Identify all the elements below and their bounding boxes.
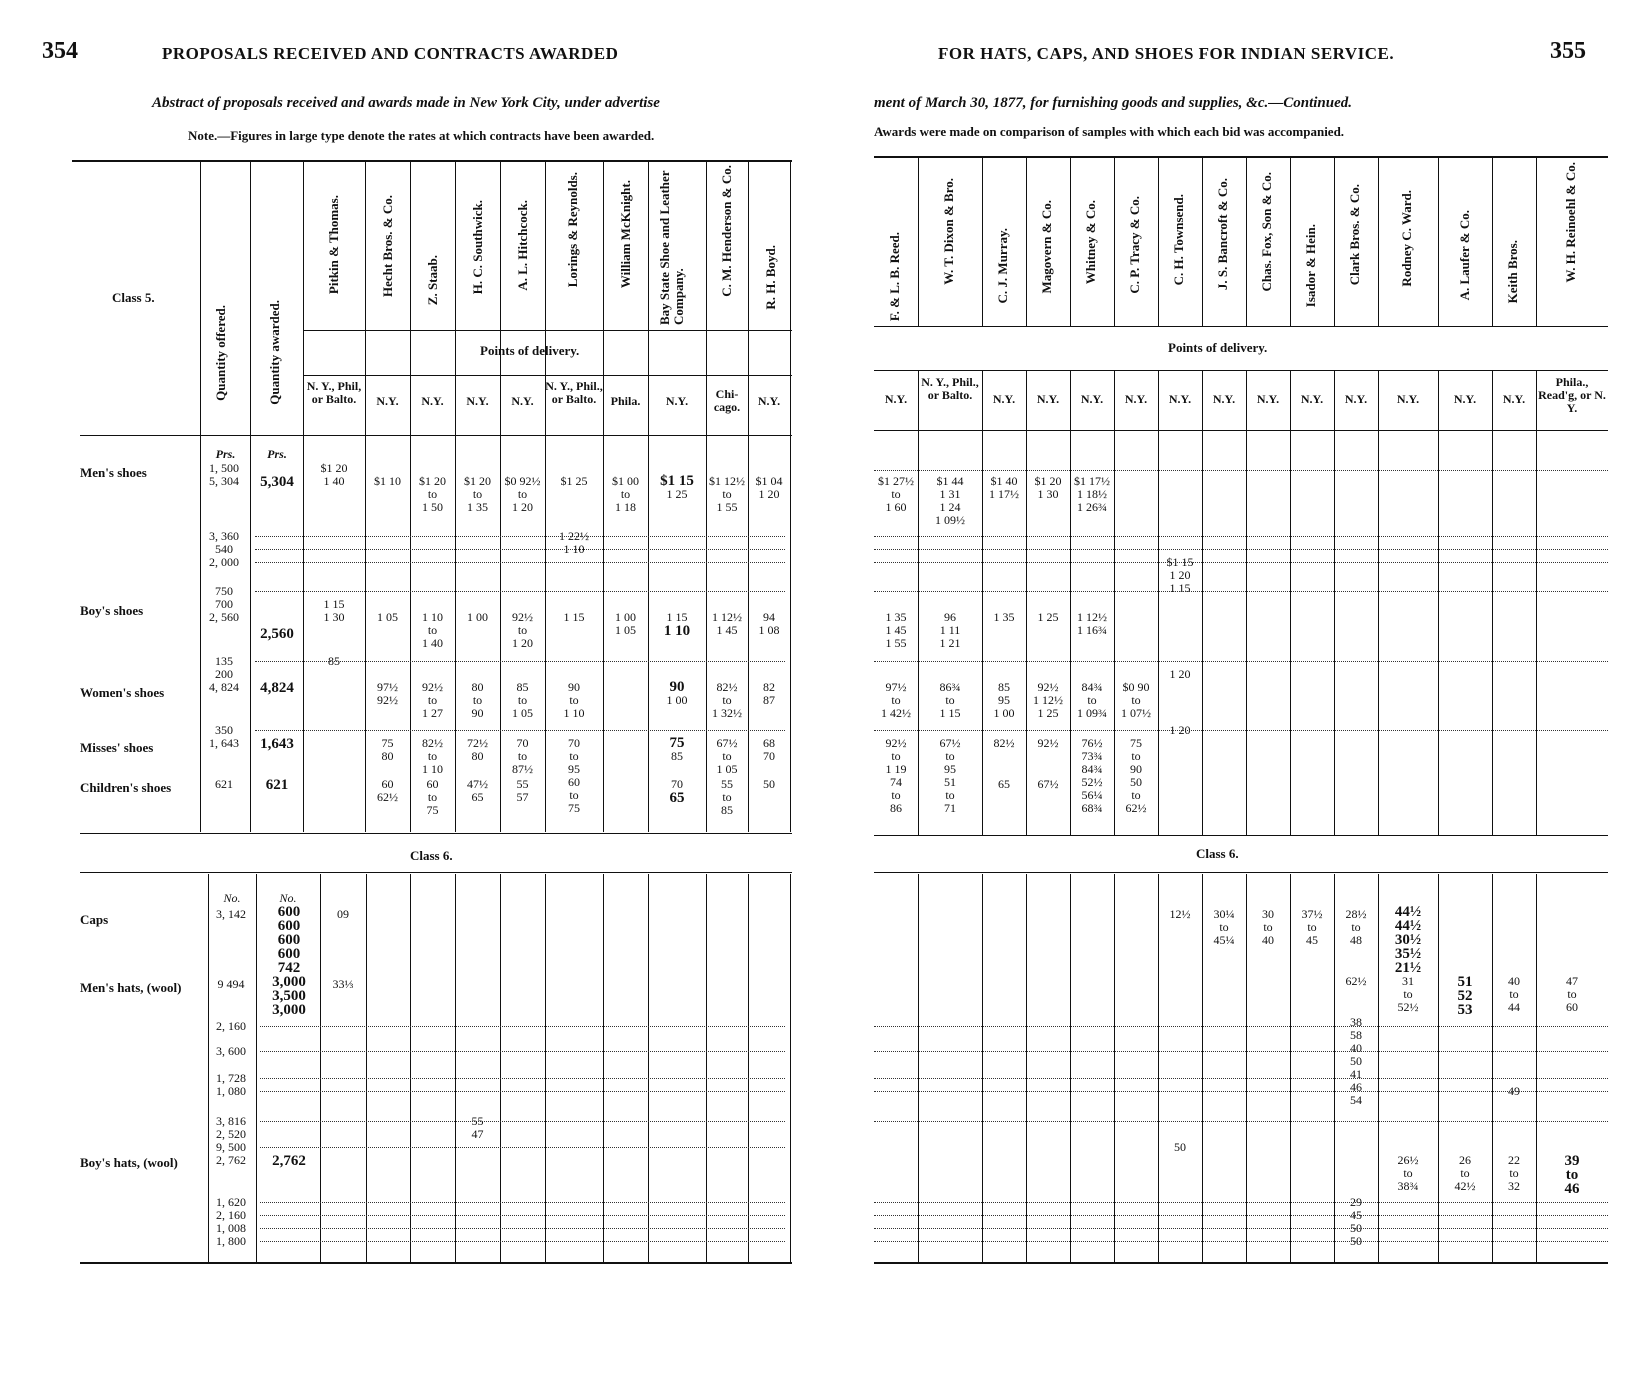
price: 1 00 1 05 — [615, 610, 636, 637]
units: No. — [223, 891, 241, 905]
bidder-header: C. M. Henderson & Co. — [719, 165, 734, 297]
bidder-header: C. P. Tracy & Co. — [1127, 196, 1142, 294]
row-label: Misses' shoes — [80, 740, 154, 755]
price: $1 15 1 20 1 15 — [1166, 555, 1194, 595]
units: Prs. — [267, 447, 287, 461]
qty-offered: 3, 600 — [216, 1044, 246, 1058]
price: 1 15 1 30 — [323, 597, 345, 624]
price: 92½ — [1037, 736, 1059, 750]
price: 65 — [998, 777, 1010, 791]
qty-offered: 4, 824 — [209, 680, 239, 694]
price: 47 to 60 — [1566, 974, 1578, 1014]
row-label: Men's hats, (wool) — [80, 980, 182, 995]
price: $1 20 1 40 — [320, 461, 348, 488]
price: 1 00 — [467, 610, 488, 624]
bidder-header: Clark Bros. & Co. — [1347, 184, 1362, 286]
qty-awarded: 600 — [277, 946, 301, 962]
price: 55 to 85 — [721, 777, 733, 817]
rule — [80, 872, 792, 873]
price: 70 — [671, 777, 683, 791]
bidder-header: A. L. Hitchcock. — [515, 200, 530, 291]
price: 26½ to 38¾ — [1397, 1153, 1419, 1193]
price: 85 95 1 00 — [993, 680, 1015, 720]
qty-offered: 621 — [215, 777, 233, 791]
price: $1 00 to 1 18 — [612, 474, 639, 514]
delivery-point: N. Y., Phil., or Balto. — [545, 379, 603, 406]
row-label: Children's shoes — [80, 780, 172, 795]
price: 1 22½ 1 10 — [559, 529, 589, 556]
price: 1 12½ 1 16¾ — [1077, 610, 1107, 637]
bidder-header: Lorings & Reynolds. — [565, 172, 580, 288]
qty-awarded: 742 — [277, 960, 301, 976]
qty-offered: 350 — [215, 723, 233, 737]
delivery-point: N.Y. — [511, 394, 534, 408]
rule — [72, 160, 792, 162]
price: 1 20 — [1169, 723, 1191, 737]
delivery-point: N.Y. — [757, 394, 781, 408]
class-label: Class 5. — [112, 290, 155, 305]
price: 12½ — [1169, 907, 1191, 921]
price: 85 — [328, 654, 340, 668]
row-label: Caps — [80, 912, 109, 927]
price: 90 to 1 10 — [563, 680, 585, 720]
bidder-header: W. H. Reinoehl & Co. — [1563, 162, 1578, 283]
price: $1 17½ 1 18½ 1 26¾ — [1074, 474, 1110, 514]
delivery-point: N.Y. — [466, 394, 489, 408]
price: 44½ 44½ 30½ 35½ 21½ — [1394, 904, 1422, 976]
price: 26 to 42½ — [1454, 1153, 1476, 1193]
price: 09 — [337, 907, 349, 921]
bidder-header: Chas. Fox, Son & Co. — [1259, 172, 1274, 292]
price: 1 20 — [1169, 667, 1191, 681]
qty-awarded: 2,762 — [272, 1153, 306, 1169]
price: 92½ 1 12½ 1 25 — [1033, 680, 1063, 720]
price: 96 1 11 1 21 — [939, 610, 961, 650]
delivery-point: N.Y. — [1344, 392, 1368, 406]
price: 1 25 — [666, 487, 688, 501]
price: 76½ 73¾ 84¾ 52½ 56¼ 68¾ — [1081, 736, 1103, 815]
delivery-point: N.Y. — [1502, 392, 1526, 406]
qty-offered: 3, 142 — [216, 907, 246, 921]
bidder-header: F. & L. B. Reed. — [887, 232, 902, 322]
price: 92½ to 1 20 — [512, 610, 533, 650]
price: 38 58 40 50 41 46 54 — [1350, 1015, 1362, 1107]
bidder-header: H. C. Southwick. — [470, 200, 485, 295]
qty-offered: 2, 160 — [216, 1019, 246, 1033]
price: 60 to 75 — [426, 777, 439, 817]
delivery-point: Chi- cago. — [713, 387, 741, 414]
qty-awarded: 2,560 — [260, 626, 294, 642]
price: 28½ to 48 — [1345, 907, 1367, 947]
price: $1 44 1 31 1 24 1 09½ — [935, 474, 965, 527]
price: 84¾ to 1 09¾ — [1077, 680, 1107, 720]
price: 40 to 44 — [1508, 974, 1520, 1014]
qty-offered: 200 — [215, 667, 233, 681]
price: 1 15 — [563, 610, 585, 624]
rule — [80, 833, 792, 834]
delivery-point: N.Y. — [1124, 392, 1148, 406]
bidder-header: W. T. Dixon & Bro. — [941, 178, 956, 285]
bidder-header: Magovern & Co. — [1039, 200, 1054, 294]
price: 1 10 — [663, 623, 691, 639]
price: 67½ to 95 51 to 71 — [939, 736, 961, 815]
price: 97½ 92½ — [377, 680, 398, 707]
price: 49 — [1508, 1084, 1520, 1098]
price: 67½ — [1037, 777, 1059, 791]
bidder-header: C. H. Townsend. — [1171, 194, 1186, 286]
qty-awarded: 1,643 — [260, 736, 294, 752]
price: 50 — [763, 777, 775, 791]
note: Awards were made on comparison of samples with which each bid was accompanied. — [874, 124, 1345, 139]
price: $0 92½ to 1 20 — [504, 474, 541, 514]
units: Prs. — [215, 447, 236, 461]
price: 72½ 80 — [467, 736, 488, 763]
rule — [303, 375, 792, 376]
delivery-point: N.Y. — [992, 392, 1016, 406]
price: 60 to 75 — [568, 775, 580, 815]
price: 1 15 — [666, 610, 688, 624]
price: 1 25 — [1037, 610, 1059, 624]
price: $1 25 — [560, 474, 588, 488]
price: 70 to 87½ — [512, 736, 533, 776]
class6-label: Class 6. — [1196, 846, 1239, 861]
price: 29 45 50 50 — [1350, 1195, 1362, 1248]
price: 80 to 90 — [471, 680, 484, 720]
delivery-point: N.Y. — [1212, 392, 1236, 406]
price: 37½ to 45 — [1301, 907, 1323, 947]
price: $1 15 — [660, 473, 694, 489]
qty-awarded: 4,824 — [260, 680, 294, 696]
qty-offered: 2, 160 — [216, 1208, 246, 1222]
price: 68 70 — [763, 736, 775, 763]
price: $1 12½ to 1 55 — [709, 474, 745, 514]
price: 30¼ to 45¼ — [1213, 907, 1235, 947]
price: 51 52 53 — [1457, 974, 1473, 1018]
price: 75 80 — [381, 736, 394, 763]
qty-awarded: 5,304 — [260, 474, 294, 490]
bidder-header: R. H. Boyd. — [763, 245, 778, 310]
rule — [80, 1262, 792, 1264]
bidder-header: Bay State Shoe and Leather Company. — [657, 170, 686, 325]
subtitle: ment of March 30, 1877, for furnishing goods and supplies, &c.—Continued. — [874, 95, 1353, 111]
qty-offered: 3, 360 — [209, 529, 239, 543]
price: 39 to 46 — [1564, 1153, 1580, 1197]
price: 55 47 — [471, 1114, 484, 1141]
delivery-point: N.Y. — [884, 392, 908, 406]
price: 62½ — [1345, 974, 1367, 988]
qty-offered: 9, 500 — [216, 1140, 246, 1154]
price: 65 — [669, 790, 685, 806]
price: 33⅓ — [332, 977, 354, 991]
qty-offered: 2, 520 — [216, 1127, 246, 1141]
qty-awarded: 600 — [277, 904, 301, 920]
qty-offered: 750 — [215, 584, 233, 598]
qty-offered: 2, 560 — [209, 610, 239, 624]
bidder-header: Isador & Hein. — [1303, 224, 1318, 308]
price: 97½ to 1 42½ — [881, 680, 911, 720]
qty-offered: 1, 620 — [216, 1195, 246, 1209]
qty-offered: 135 — [215, 654, 233, 668]
bidder-header: Keith Bros. — [1505, 240, 1520, 304]
qty-offered: 9 494 — [217, 977, 245, 991]
qty-offered: 2, 762 — [216, 1153, 246, 1167]
delivery-point: N.Y. — [1300, 392, 1324, 406]
bidder-header: William McKnight. — [618, 180, 633, 289]
row-label: Boy's hats, (wool) — [80, 1155, 178, 1170]
price: $1 04 1 20 — [755, 474, 783, 501]
price: 94 1 08 — [758, 610, 780, 637]
qty-awarded: 3,000 — [272, 974, 306, 990]
price: 67½ to 1 05 — [716, 736, 738, 776]
price: 30 to 40 — [1262, 907, 1274, 947]
delivery-point: N. Y., Phil, or Balto. — [306, 379, 362, 406]
delivery-point: Phila. — [610, 394, 641, 408]
qty-awarded: 600 — [277, 932, 301, 948]
price: 82½ to 1 32½ — [712, 680, 742, 720]
price: 1 35 — [993, 610, 1015, 624]
row-label: Women's shoes — [80, 685, 165, 700]
qty-awarded: 600 — [277, 918, 301, 934]
qty-offered: 700 — [215, 597, 233, 611]
page-number: 354 — [42, 38, 78, 64]
bidder-header: Hecht Bros. & Co. — [380, 195, 395, 297]
price: 22 to 32 — [1508, 1153, 1520, 1193]
note: Note.—Figures in large type denote the rates at which contracts have been awarded. — [188, 128, 655, 143]
bidder-header: Z. Staab. — [425, 255, 440, 306]
delivery-point: N.Y. — [1256, 392, 1280, 406]
delivery-point: N.Y. — [1080, 392, 1104, 406]
qty-offered: 1, 800 — [216, 1234, 246, 1248]
price: $1 40 1 17½ — [989, 474, 1019, 501]
price: 75 — [669, 735, 685, 751]
delivery-point: N. Y., Phil., or Balto. — [921, 375, 979, 402]
delivery-point: Phila., Read'g, or N. Y. — [1538, 375, 1606, 415]
price: $1 20 1 30 — [1034, 474, 1062, 501]
running-head: FOR HATS, CAPS, AND SHOES FOR INDIAN SERVICE. — [938, 44, 1395, 63]
price: $1 20 to 1 35 — [464, 474, 491, 514]
qty-offered: 1, 643 — [209, 736, 239, 750]
price: 31 to 52½ — [1397, 974, 1419, 1014]
qty-awarded: 3,000 — [272, 1002, 306, 1018]
class6-label: Class 6. — [410, 848, 453, 863]
price: 86¾ to 1 15 — [939, 680, 961, 720]
price: 85 to 1 05 — [512, 680, 533, 720]
price: 82½ to 1 10 — [422, 736, 443, 776]
bidder-header: J. S. Bancroft & Co. — [1215, 178, 1230, 291]
delivery-point: N.Y. — [421, 394, 444, 408]
price: 92½ to 1 27 — [422, 680, 443, 720]
delivery-point: N.Y. — [1453, 392, 1477, 406]
price: 50 — [1174, 1140, 1186, 1154]
delivery-point: N.Y. — [665, 394, 689, 408]
price: $0 90 to 1 07½ — [1121, 680, 1151, 720]
qty-offered: 2, 000 — [209, 555, 239, 569]
subtitle: Abstract of proposals received and awards made in New York City, under advertise — [152, 95, 660, 111]
running-head: PROPOSALS RECEIVED AND CONTRACTS AWARDED — [162, 44, 619, 63]
qty-offered: 1, 080 — [216, 1084, 246, 1098]
bidder-header: A. Laufer & Co. — [1457, 210, 1472, 301]
points-of-delivery: Points of delivery. — [480, 343, 580, 358]
col-header-qty-offered: Quantity offered. — [213, 305, 228, 401]
price: 92½ to 1 19 74 to 86 — [885, 736, 907, 815]
price: 90 — [669, 679, 685, 695]
right-page — [860, 0, 1649, 1380]
left-page — [0, 0, 810, 1380]
qty-awarded: 621 — [265, 777, 289, 793]
price: 1 05 — [377, 610, 398, 624]
price: 85 — [671, 749, 683, 763]
bidder-header: Whitney & Co. — [1083, 200, 1098, 285]
rule — [80, 435, 792, 436]
col-header-qty-awarded: Quantity awarded. — [267, 300, 282, 405]
price: 82 87 — [763, 680, 775, 707]
price: 55 57 — [516, 777, 529, 804]
bidder-header: C. J. Murray. — [995, 228, 1010, 304]
points-of-delivery: Points of delivery. — [1168, 340, 1268, 355]
page-number: 355 — [1550, 38, 1586, 64]
row-label: Boy's shoes — [80, 603, 144, 618]
price: $1 10 — [374, 474, 401, 488]
qty-offered: 5, 304 — [209, 474, 239, 488]
price: 60 62½ — [377, 777, 398, 804]
price: 70 to 95 — [568, 736, 580, 776]
delivery-point: N.Y. — [1396, 392, 1420, 406]
units: No. — [279, 891, 297, 905]
qty-offered: 1, 500 — [209, 461, 239, 475]
price: 1 12½ 1 45 — [712, 610, 742, 637]
price: $1 27½ to 1 60 — [878, 474, 914, 514]
qty-offered: 540 — [215, 542, 233, 556]
price: 1 00 — [666, 693, 688, 707]
price: $1 20 to 1 50 — [419, 474, 446, 514]
row-label: Men's shoes — [80, 465, 147, 480]
delivery-point: N.Y. — [376, 394, 399, 408]
rule — [303, 330, 792, 331]
price: 1 10 to 1 40 — [422, 610, 443, 650]
bidder-header: Pitkin & Thomas. — [326, 195, 341, 295]
qty-offered: 1, 728 — [216, 1071, 246, 1085]
delivery-point: N.Y. — [1036, 392, 1060, 406]
qty-offered: 3, 816 — [216, 1114, 246, 1128]
qty-awarded: 3,500 — [272, 988, 306, 1004]
price: 75 to 90 50 to 62½ — [1125, 736, 1147, 815]
price: 82½ — [993, 736, 1015, 750]
bidder-header: Rodney C. Ward. — [1399, 190, 1414, 287]
price: 47½ 65 — [467, 777, 488, 804]
qty-offered: 1, 008 — [216, 1221, 246, 1235]
delivery-point: N.Y. — [1168, 392, 1192, 406]
price: 1 35 1 45 1 55 — [885, 610, 907, 650]
